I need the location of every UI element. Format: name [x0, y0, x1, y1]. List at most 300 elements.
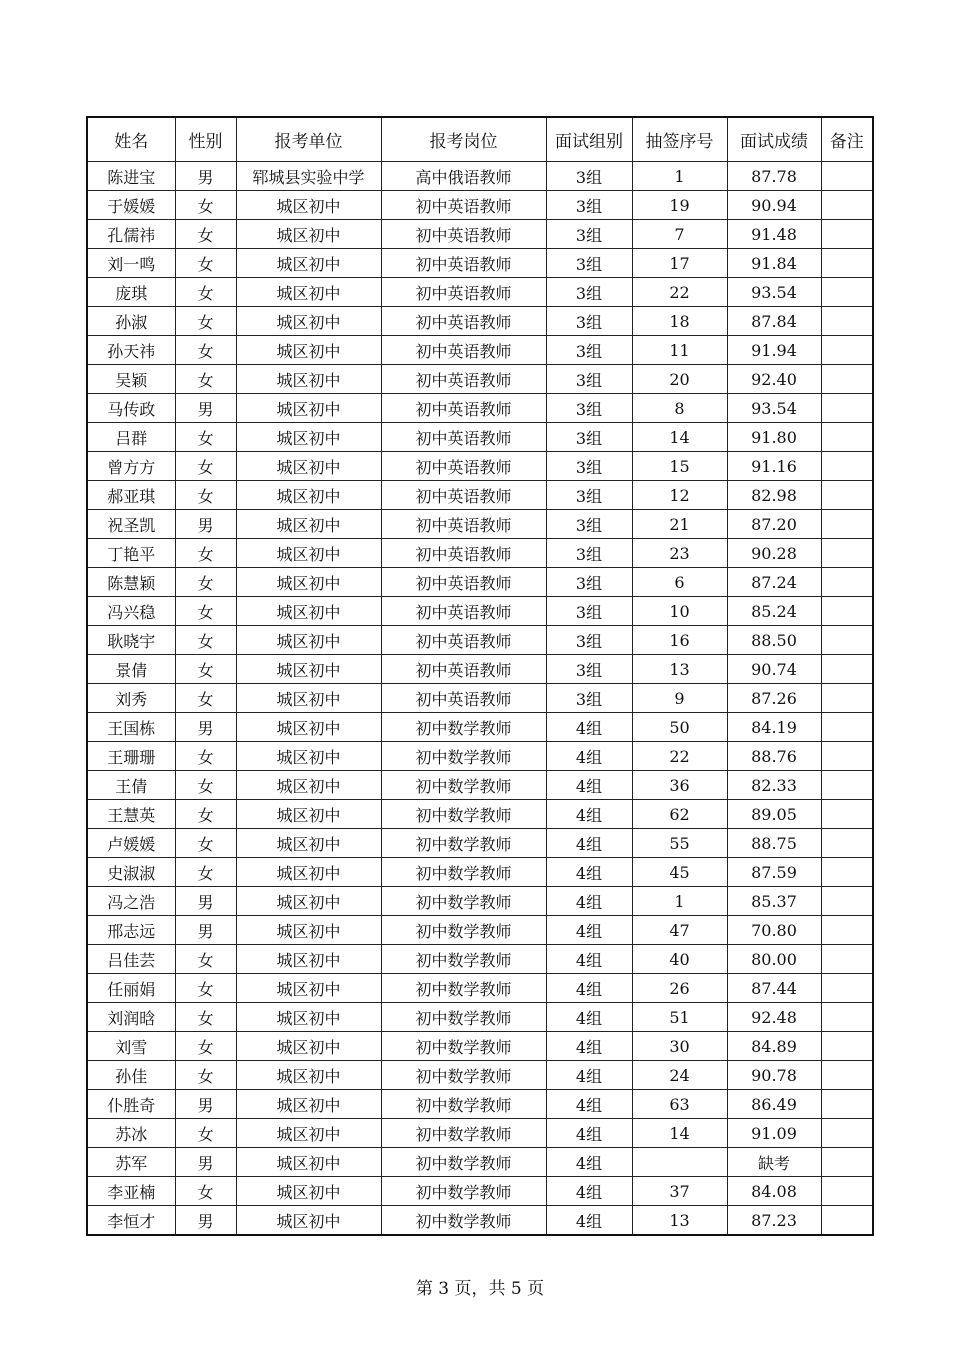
- table-row: [87, 307, 873, 336]
- cell-draw-number: 22: [632, 278, 727, 307]
- cell-group: 3组: [546, 278, 632, 307]
- table-row: [87, 771, 873, 800]
- cell-position: 初中英语教师: [381, 539, 546, 568]
- cell-name: 郝亚琪: [87, 481, 175, 510]
- cell-score: 91.80: [727, 423, 821, 452]
- cell-score: 87.78: [727, 162, 821, 191]
- cell-position: 初中英语教师: [381, 336, 546, 365]
- cell-draw-number: 30: [632, 1032, 727, 1061]
- cell-draw-number: 50: [632, 713, 727, 742]
- cell-gender: 男: [175, 887, 236, 916]
- cell-group: 3组: [546, 162, 632, 191]
- cell-position: 初中英语教师: [381, 568, 546, 597]
- cell-score: 84.19: [727, 713, 821, 742]
- cell-draw-number: 24: [632, 1061, 727, 1090]
- cell-position: 初中数学教师: [381, 742, 546, 771]
- cell-group: 3组: [546, 249, 632, 278]
- cell-gender: 女: [175, 858, 236, 887]
- cell-remarks: [821, 800, 873, 829]
- cell-name: 孙天祎: [87, 336, 175, 365]
- cell-draw-number: 14: [632, 423, 727, 452]
- cell-group: 4组: [546, 858, 632, 887]
- cell-score: 87.84: [727, 307, 821, 336]
- cell-score: 82.98: [727, 481, 821, 510]
- cell-group: 3组: [546, 191, 632, 220]
- cell-draw-number: 14: [632, 1119, 727, 1148]
- cell-draw-number: 9: [632, 684, 727, 713]
- cell-gender: 男: [175, 162, 236, 191]
- cell-remarks: [821, 858, 873, 887]
- cell-gender: 女: [175, 539, 236, 568]
- cell-draw-number: 63: [632, 1090, 727, 1119]
- cell-draw-number: 62: [632, 800, 727, 829]
- cell-unit: 城区初中: [236, 452, 381, 481]
- cell-unit: 城区初中: [236, 423, 381, 452]
- cell-score: 87.44: [727, 974, 821, 1003]
- cell-name: 刘秀: [87, 684, 175, 713]
- cell-position: 初中英语教师: [381, 249, 546, 278]
- cell-position: 初中英语教师: [381, 423, 546, 452]
- cell-group: 3组: [546, 510, 632, 539]
- cell-unit: 城区初中: [236, 191, 381, 220]
- cell-remarks: [821, 510, 873, 539]
- cell-draw-number: 18: [632, 307, 727, 336]
- cell-position: 初中数学教师: [381, 858, 546, 887]
- cell-unit: 城区初中: [236, 539, 381, 568]
- cell-position: 初中英语教师: [381, 394, 546, 423]
- cell-unit: 城区初中: [236, 278, 381, 307]
- cell-position: 初中数学教师: [381, 887, 546, 916]
- cell-name: 景倩: [87, 655, 175, 684]
- cell-position: 初中数学教师: [381, 713, 546, 742]
- results-table: [86, 116, 874, 1236]
- cell-draw-number: 7: [632, 220, 727, 249]
- cell-position: 初中数学教师: [381, 945, 546, 974]
- cell-score: 87.20: [727, 510, 821, 539]
- cell-unit: 城区初中: [236, 365, 381, 394]
- cell-group: 4组: [546, 887, 632, 916]
- table-row: [87, 1148, 873, 1177]
- cell-draw-number: 45: [632, 858, 727, 887]
- cell-name: 刘一鸣: [87, 249, 175, 278]
- cell-score: 93.54: [727, 278, 821, 307]
- cell-position: 初中英语教师: [381, 481, 546, 510]
- cell-name: 史淑淑: [87, 858, 175, 887]
- cell-draw-number: 15: [632, 452, 727, 481]
- header-row: [87, 117, 873, 162]
- cell-name: 耿晓宇: [87, 626, 175, 655]
- cell-position: 初中英语教师: [381, 365, 546, 394]
- cell-score: 90.28: [727, 539, 821, 568]
- cell-group: 3组: [546, 220, 632, 249]
- cell-remarks: [821, 394, 873, 423]
- cell-draw-number: 16: [632, 626, 727, 655]
- cell-draw-number: 1: [632, 162, 727, 191]
- cell-gender: 女: [175, 945, 236, 974]
- cell-gender: 女: [175, 249, 236, 278]
- cell-name: 丁艳平: [87, 539, 175, 568]
- table-row: [87, 916, 873, 945]
- cell-position: 初中数学教师: [381, 829, 546, 858]
- cell-position: 初中数学教师: [381, 800, 546, 829]
- cell-remarks: [821, 452, 873, 481]
- cell-unit: 城区初中: [236, 916, 381, 945]
- cell-remarks: [821, 278, 873, 307]
- cell-unit: 城区初中: [236, 945, 381, 974]
- cell-name: 祝圣凯: [87, 510, 175, 539]
- cell-group: 3组: [546, 655, 632, 684]
- cell-unit: 城区初中: [236, 597, 381, 626]
- cell-draw-number: 19: [632, 191, 727, 220]
- cell-name: 卢媛媛: [87, 829, 175, 858]
- cell-name: 陈进宝: [87, 162, 175, 191]
- cell-unit: 城区初中: [236, 1206, 381, 1236]
- table-row: [87, 1003, 873, 1032]
- cell-unit: 城区初中: [236, 1177, 381, 1206]
- cell-unit: 城区初中: [236, 336, 381, 365]
- cell-gender: 女: [175, 974, 236, 1003]
- cell-score: 91.84: [727, 249, 821, 278]
- cell-remarks: [821, 162, 873, 191]
- cell-score: 89.05: [727, 800, 821, 829]
- cell-group: 4组: [546, 713, 632, 742]
- cell-score: 缺考: [727, 1148, 821, 1177]
- cell-draw-number: 51: [632, 1003, 727, 1032]
- cell-group: 4组: [546, 1177, 632, 1206]
- cell-draw-number: 8: [632, 394, 727, 423]
- cell-unit: 城区初中: [236, 626, 381, 655]
- cell-unit: 城区初中: [236, 220, 381, 249]
- cell-draw-number: 40: [632, 945, 727, 974]
- cell-unit: 城区初中: [236, 829, 381, 858]
- cell-draw-number: 13: [632, 1206, 727, 1236]
- cell-gender: 女: [175, 1003, 236, 1032]
- cell-position: 初中英语教师: [381, 220, 546, 249]
- table-row: [87, 162, 873, 191]
- header-name: 姓名: [87, 117, 175, 162]
- cell-remarks: [821, 1119, 873, 1148]
- table-row: [87, 713, 873, 742]
- cell-group: 4组: [546, 742, 632, 771]
- cell-gender: 男: [175, 1206, 236, 1236]
- cell-remarks: [821, 568, 873, 597]
- table-row: [87, 510, 873, 539]
- cell-gender: 女: [175, 684, 236, 713]
- table-row: [87, 220, 873, 249]
- header-gender: 性别: [175, 117, 236, 162]
- cell-score: 70.80: [727, 916, 821, 945]
- cell-position: 初中数学教师: [381, 1148, 546, 1177]
- table-row: [87, 887, 873, 916]
- cell-unit: 城区初中: [236, 394, 381, 423]
- table-row: [87, 539, 873, 568]
- cell-remarks: [821, 887, 873, 916]
- cell-position: 初中英语教师: [381, 626, 546, 655]
- cell-gender: 女: [175, 481, 236, 510]
- cell-draw-number: 6: [632, 568, 727, 597]
- table-row: [87, 1061, 873, 1090]
- cell-gender: 女: [175, 220, 236, 249]
- cell-group: 3组: [546, 336, 632, 365]
- cell-unit: 城区初中: [236, 1061, 381, 1090]
- cell-position: 初中英语教师: [381, 597, 546, 626]
- cell-score: 92.40: [727, 365, 821, 394]
- cell-name: 于媛媛: [87, 191, 175, 220]
- cell-group: 4组: [546, 1148, 632, 1177]
- table-row: [87, 481, 873, 510]
- cell-position: 初中数学教师: [381, 1177, 546, 1206]
- cell-name: 冯之浩: [87, 887, 175, 916]
- cell-score: 90.74: [727, 655, 821, 684]
- cell-name: 马传政: [87, 394, 175, 423]
- cell-remarks: [821, 626, 873, 655]
- cell-gender: 女: [175, 568, 236, 597]
- cell-score: 90.94: [727, 191, 821, 220]
- table-row: [87, 191, 873, 220]
- cell-unit: 城区初中: [236, 974, 381, 1003]
- cell-gender: 女: [175, 191, 236, 220]
- cell-gender: 女: [175, 307, 236, 336]
- cell-gender: 男: [175, 394, 236, 423]
- cell-group: 4组: [546, 800, 632, 829]
- cell-gender: 男: [175, 1090, 236, 1119]
- cell-draw-number: [632, 1148, 727, 1177]
- cell-score: 85.24: [727, 597, 821, 626]
- cell-draw-number: 37: [632, 1177, 727, 1206]
- table-row: [87, 800, 873, 829]
- cell-draw-number: 20: [632, 365, 727, 394]
- cell-gender: 男: [175, 916, 236, 945]
- cell-unit: 城区初中: [236, 1003, 381, 1032]
- cell-draw-number: 22: [632, 742, 727, 771]
- page-number: 第 3 页，共 5 页: [415, 1279, 545, 1299]
- cell-unit: 城区初中: [236, 249, 381, 278]
- cell-score: 92.48: [727, 1003, 821, 1032]
- cell-gender: 女: [175, 1177, 236, 1206]
- cell-remarks: [821, 1090, 873, 1119]
- cell-unit: 城区初中: [236, 307, 381, 336]
- table-row: [87, 626, 873, 655]
- table-row: [87, 394, 873, 423]
- cell-draw-number: 26: [632, 974, 727, 1003]
- cell-remarks: [821, 742, 873, 771]
- cell-unit: 城区初中: [236, 742, 381, 771]
- cell-unit: 城区初中: [236, 858, 381, 887]
- cell-draw-number: 13: [632, 655, 727, 684]
- cell-position: 初中数学教师: [381, 1119, 546, 1148]
- cell-name: 李亚楠: [87, 1177, 175, 1206]
- cell-group: 4组: [546, 916, 632, 945]
- cell-gender: 女: [175, 771, 236, 800]
- cell-score: 87.23: [727, 1206, 821, 1236]
- table-row: [87, 1177, 873, 1206]
- cell-name: 吴颖: [87, 365, 175, 394]
- table-row: [87, 1032, 873, 1061]
- cell-position: 初中英语教师: [381, 510, 546, 539]
- cell-unit: 城区初中: [236, 510, 381, 539]
- table-row: [87, 858, 873, 887]
- table-row: [87, 829, 873, 858]
- cell-unit: 城区初中: [236, 655, 381, 684]
- cell-gender: 女: [175, 800, 236, 829]
- cell-remarks: [821, 249, 873, 278]
- cell-remarks: [821, 365, 873, 394]
- cell-group: 4组: [546, 1119, 632, 1148]
- table-row: [87, 423, 873, 452]
- cell-gender: 女: [175, 278, 236, 307]
- cell-group: 4组: [546, 771, 632, 800]
- table-row: [87, 365, 873, 394]
- cell-position: 初中数学教师: [381, 916, 546, 945]
- table-row: [87, 568, 873, 597]
- cell-score: 88.50: [727, 626, 821, 655]
- cell-name: 陈慧颖: [87, 568, 175, 597]
- cell-group: 3组: [546, 626, 632, 655]
- cell-remarks: [821, 713, 873, 742]
- cell-remarks: [821, 1032, 873, 1061]
- cell-group: 4组: [546, 1032, 632, 1061]
- cell-score: 88.76: [727, 742, 821, 771]
- cell-unit: 郓城县实验中学: [236, 162, 381, 191]
- cell-group: 4组: [546, 1090, 632, 1119]
- cell-remarks: [821, 1061, 873, 1090]
- cell-remarks: [821, 191, 873, 220]
- table-row: [87, 684, 873, 713]
- cell-group: 3组: [546, 394, 632, 423]
- cell-unit: 城区初中: [236, 1148, 381, 1177]
- cell-group: 3组: [546, 423, 632, 452]
- cell-unit: 城区初中: [236, 1119, 381, 1148]
- cell-position: 初中数学教师: [381, 1206, 546, 1236]
- cell-remarks: [821, 1148, 873, 1177]
- cell-score: 91.94: [727, 336, 821, 365]
- cell-remarks: [821, 829, 873, 858]
- cell-name: 孔儒祎: [87, 220, 175, 249]
- cell-name: 冯兴稳: [87, 597, 175, 626]
- cell-score: 87.59: [727, 858, 821, 887]
- header-draw-number: 抽签序号: [632, 117, 727, 162]
- cell-remarks: [821, 916, 873, 945]
- cell-name: 李恒才: [87, 1206, 175, 1236]
- cell-score: 91.48: [727, 220, 821, 249]
- cell-draw-number: 12: [632, 481, 727, 510]
- cell-position: 初中英语教师: [381, 684, 546, 713]
- cell-gender: 女: [175, 1061, 236, 1090]
- cell-score: 85.37: [727, 887, 821, 916]
- cell-group: 4组: [546, 1061, 632, 1090]
- cell-score: 84.89: [727, 1032, 821, 1061]
- table-row: [87, 249, 873, 278]
- table-row: [87, 742, 873, 771]
- cell-group: 3组: [546, 597, 632, 626]
- cell-name: 任丽娟: [87, 974, 175, 1003]
- table-row: [87, 336, 873, 365]
- cell-name: 吕佳芸: [87, 945, 175, 974]
- cell-name: 王珊珊: [87, 742, 175, 771]
- cell-name: 苏军: [87, 1148, 175, 1177]
- cell-name: 苏冰: [87, 1119, 175, 1148]
- cell-unit: 城区初中: [236, 684, 381, 713]
- cell-score: 86.49: [727, 1090, 821, 1119]
- cell-position: 初中数学教师: [381, 1061, 546, 1090]
- cell-name: 仆胜奇: [87, 1090, 175, 1119]
- table-row: [87, 974, 873, 1003]
- cell-group: 3组: [546, 684, 632, 713]
- cell-name: 王慧英: [87, 800, 175, 829]
- cell-score: 80.00: [727, 945, 821, 974]
- table-row: [87, 1119, 873, 1148]
- cell-name: 刘雪: [87, 1032, 175, 1061]
- cell-position: 初中英语教师: [381, 307, 546, 336]
- table-row: [87, 597, 873, 626]
- cell-gender: 女: [175, 423, 236, 452]
- table-row: [87, 945, 873, 974]
- cell-draw-number: 1: [632, 887, 727, 916]
- header-position: 报考岗位: [381, 117, 546, 162]
- cell-group: 3组: [546, 365, 632, 394]
- cell-draw-number: 55: [632, 829, 727, 858]
- cell-gender: 女: [175, 336, 236, 365]
- cell-unit: 城区初中: [236, 1032, 381, 1061]
- cell-remarks: [821, 423, 873, 452]
- cell-gender: 女: [175, 452, 236, 481]
- table-row: [87, 1206, 873, 1236]
- cell-group: 3组: [546, 307, 632, 336]
- cell-gender: 男: [175, 713, 236, 742]
- cell-remarks: [821, 1177, 873, 1206]
- cell-draw-number: 11: [632, 336, 727, 365]
- cell-unit: 城区初中: [236, 887, 381, 916]
- header-unit: 报考单位: [236, 117, 381, 162]
- cell-name: 刘润晗: [87, 1003, 175, 1032]
- cell-draw-number: 23: [632, 539, 727, 568]
- cell-group: 4组: [546, 829, 632, 858]
- cell-position: 初中英语教师: [381, 452, 546, 481]
- cell-name: 孙淑: [87, 307, 175, 336]
- cell-remarks: [821, 974, 873, 1003]
- cell-position: 高中俄语教师: [381, 162, 546, 191]
- header-score: 面试成绩: [727, 117, 821, 162]
- header-group: 面试组别: [546, 117, 632, 162]
- table-body: [87, 162, 873, 1236]
- cell-group: 4组: [546, 1206, 632, 1236]
- cell-remarks: [821, 684, 873, 713]
- cell-gender: 女: [175, 829, 236, 858]
- cell-position: 初中英语教师: [381, 191, 546, 220]
- cell-position: 初中数学教师: [381, 1003, 546, 1032]
- cell-group: 3组: [546, 539, 632, 568]
- cell-score: 90.78: [727, 1061, 821, 1090]
- header-remarks: 备注: [821, 117, 873, 162]
- cell-gender: 女: [175, 597, 236, 626]
- table-row: [87, 1090, 873, 1119]
- cell-gender: 女: [175, 626, 236, 655]
- cell-unit: 城区初中: [236, 481, 381, 510]
- cell-name: 王倩: [87, 771, 175, 800]
- cell-position: 初中数学教师: [381, 1090, 546, 1119]
- cell-name: 庞琪: [87, 278, 175, 307]
- cell-name: 吕群: [87, 423, 175, 452]
- cell-draw-number: 21: [632, 510, 727, 539]
- cell-group: 4组: [546, 945, 632, 974]
- cell-unit: 城区初中: [236, 1090, 381, 1119]
- cell-remarks: [821, 1206, 873, 1236]
- cell-score: 93.54: [727, 394, 821, 423]
- cell-gender: 女: [175, 1032, 236, 1061]
- cell-score: 82.33: [727, 771, 821, 800]
- table-row: [87, 278, 873, 307]
- cell-score: 91.16: [727, 452, 821, 481]
